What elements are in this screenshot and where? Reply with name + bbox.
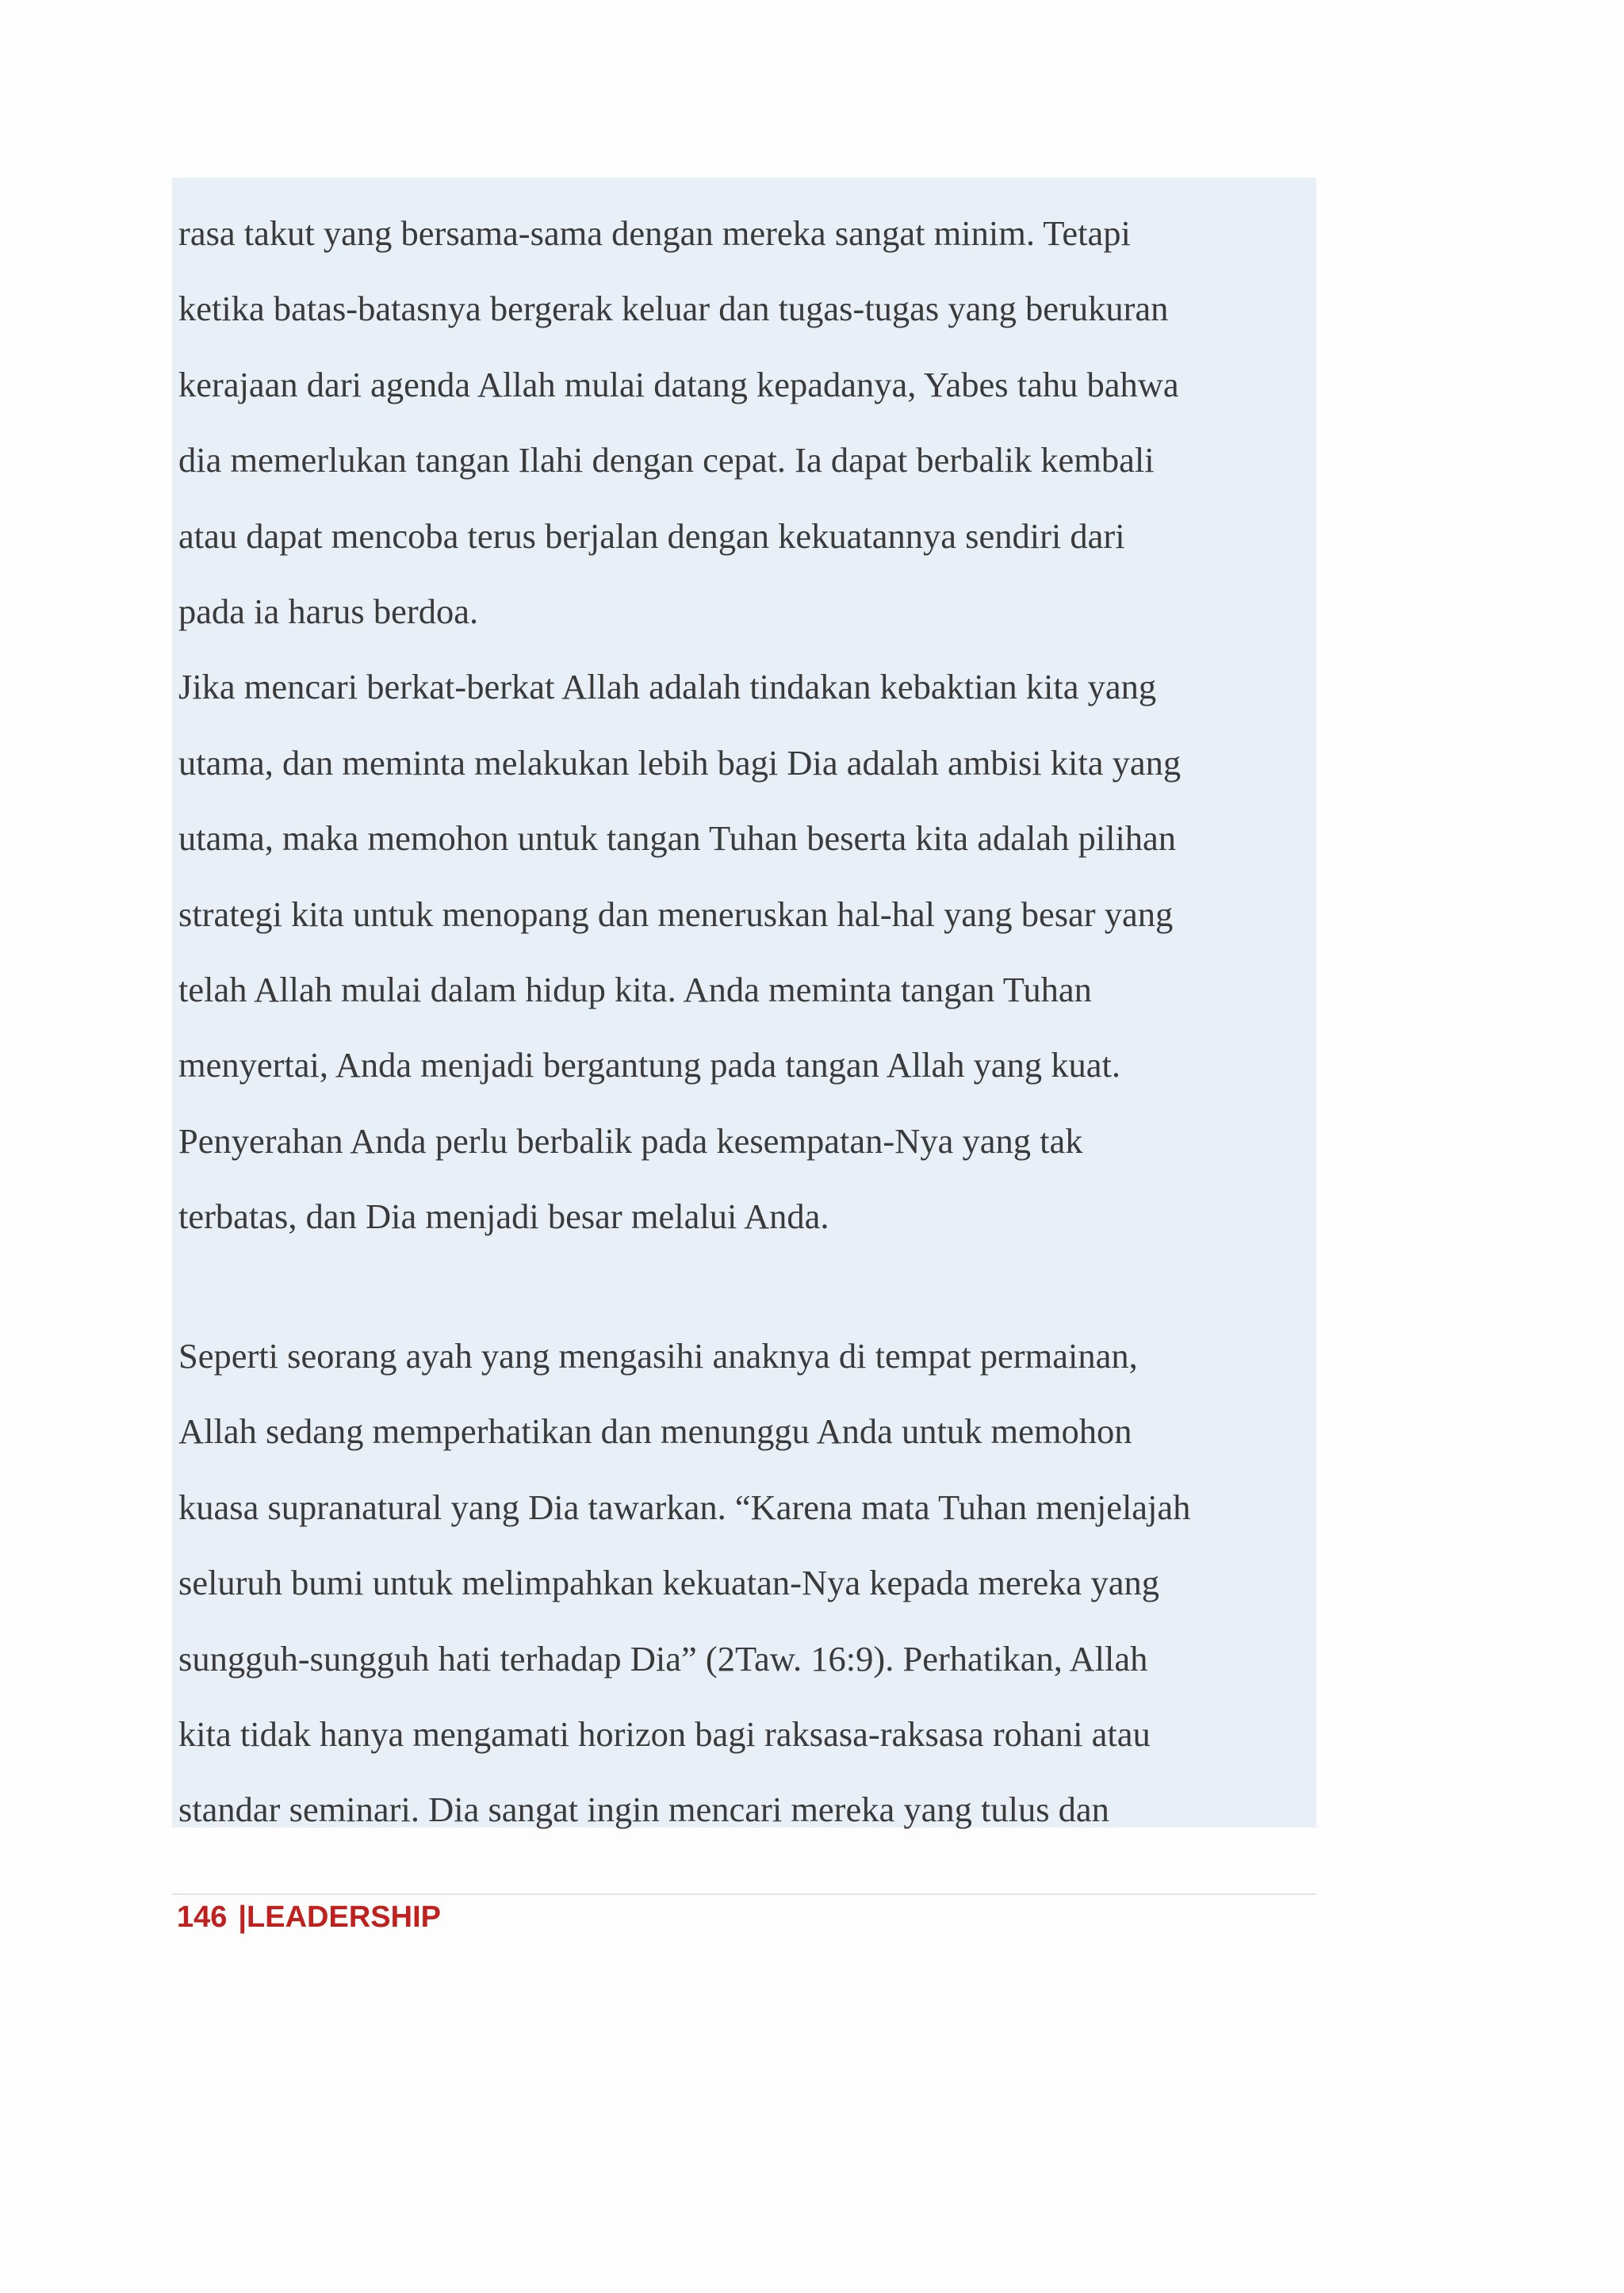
section-title: LEADERSHIP xyxy=(247,1901,441,1934)
body-line: kuasa supranatural yang Dia tawarkan. “Karena mata Tuhan menjelajah xyxy=(178,1487,1191,1527)
body-line: terbatas, dan Dia menjadi besar melalui Anda. xyxy=(178,1196,829,1236)
body-line: seluruh bumi untuk melimpahkan kekuatan-Nya kepada mereka yang xyxy=(178,1563,1159,1602)
body-line: utama, dan meminta melakukan lebih bagi Dia adalah ambisi kita yang xyxy=(178,743,1182,783)
body-line: sungguh-sungguh hati terhadap Dia” (2Taw. 16:9). Perhatikan, Allah xyxy=(178,1639,1148,1679)
body-line: Penyerahan Anda perlu berbalik pada kesempatan-Nya yang tak xyxy=(178,1121,1083,1161)
body-line: Allah sedang memperhatikan dan menunggu Anda untuk memohon xyxy=(178,1411,1132,1451)
body-line: kerajaan dari agenda Allah mulai datang kepadanya, Yabes tahu bahwa xyxy=(178,365,1179,404)
body-line: kita tidak hanya mengamati horizon bagi raksasa-raksasa rohani atau xyxy=(178,1714,1151,1754)
body-line: atau dapat mencoba terus berjalan dengan kekuatannya sendiri dari xyxy=(178,516,1125,556)
footer-divider xyxy=(172,1893,1316,1895)
body-line: utama, maka memohon untuk tangan Tuhan beserta kita adalah pilihan xyxy=(178,818,1177,858)
body-line: pada ia harus berdoa. xyxy=(178,591,479,631)
body-line: rasa takut yang bersama-sama dengan mereka sangat minim. Tetapi xyxy=(178,213,1131,253)
footer-separator: | xyxy=(238,1901,247,1934)
footer xyxy=(177,1902,441,1932)
body-line: menyertai, Anda menjadi bergantung pada tangan Allah yang kuat. xyxy=(178,1045,1120,1085)
body-line: standar seminari. Dia sangat ingin mencari mereka yang tulus dan xyxy=(178,1790,1109,1829)
body-line: dia memerlukan tangan Ilahi dengan cepat. Ia dapat berbalik kembali xyxy=(178,440,1155,480)
body-line: strategi kita untuk menopang dan meneruskan hal-hal yang besar yang xyxy=(178,894,1174,934)
body-text-block xyxy=(172,178,1316,1828)
body-line: Seperti seorang ayah yang mengasihi anaknya di tempat permainan, xyxy=(178,1336,1138,1376)
page-number: 146 xyxy=(177,1901,228,1934)
body-line: ketika batas-batasnya bergerak keluar dan tugas-tugas yang berukuran xyxy=(178,289,1169,328)
body-line: Jika mencari berkat-berkat Allah adalah tindakan kebaktian kita yang xyxy=(178,667,1157,706)
body-line: telah Allah mulai dalam hidup kita. Anda meminta tangan Tuhan xyxy=(178,970,1092,1009)
